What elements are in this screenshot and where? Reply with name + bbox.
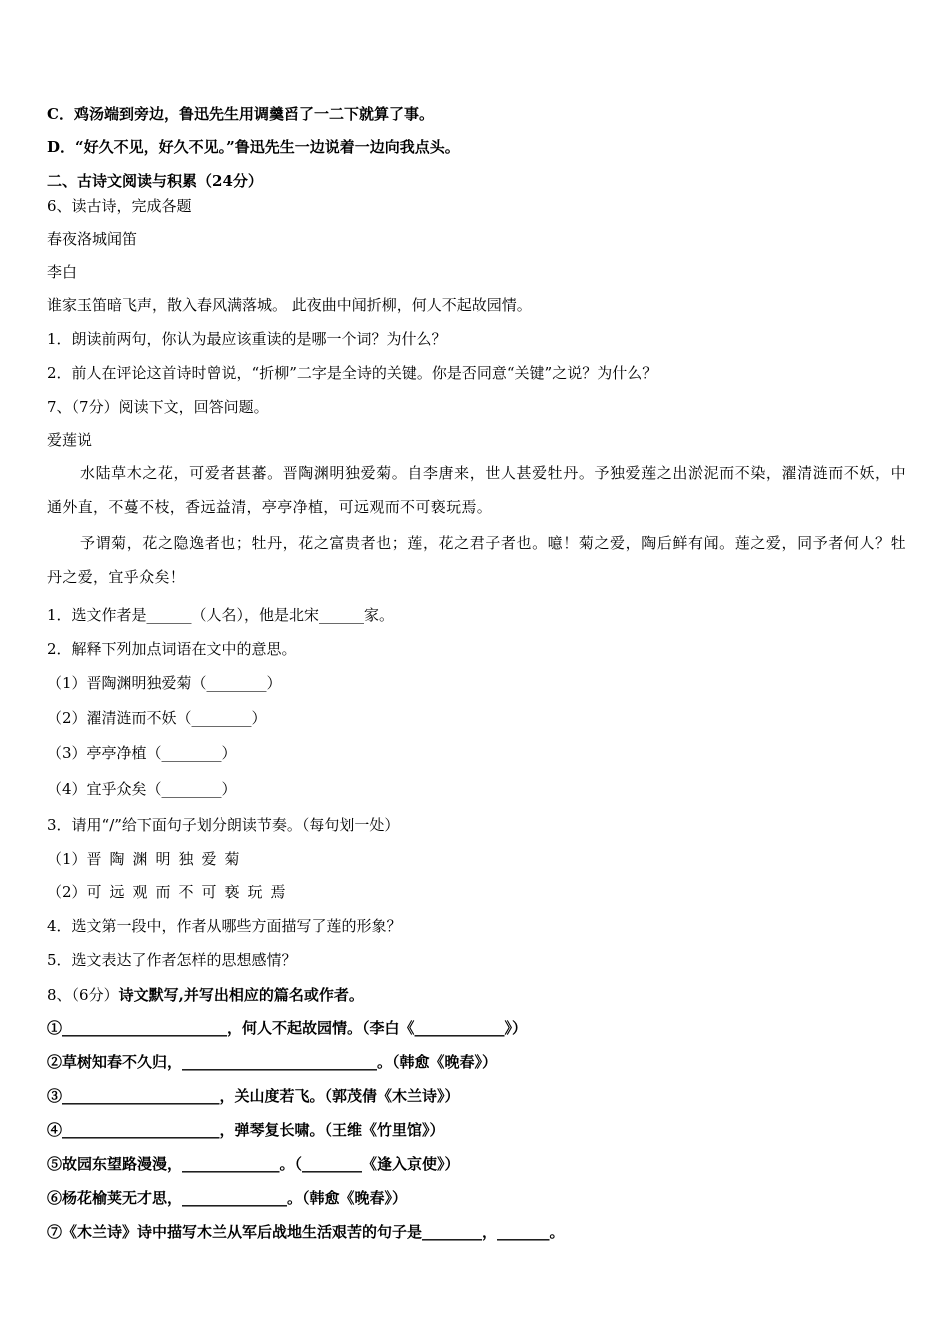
poem-author: 李白 bbox=[47, 263, 78, 281]
question-7-1: 1．选文作者是______（人名），他是北宋______家。 bbox=[47, 606, 395, 624]
question-7-3-1-label: （1） bbox=[47, 850, 87, 868]
question-7-5: 5．选文表达了作者怎样的思想感情？ bbox=[47, 951, 297, 969]
option-c: C．鸡汤端到旁边，鲁迅先生用调羹舀了一二下就算了事。 bbox=[47, 105, 434, 123]
section-heading: 二、古诗文阅读与积累（24分） bbox=[47, 172, 263, 190]
question-8-prefix: 8、（6分） bbox=[47, 986, 119, 1004]
recite-item-6: ⑥杨花榆荚无才思，______________。（韩愈《晚春》） bbox=[47, 1189, 408, 1207]
question-7-2-4: （4）宜乎众矣（________） bbox=[47, 780, 237, 798]
essay-paragraph-1: 水陆草木之花，可爱者甚蕃。晋陶渊明独爱菊。自李唐来，世人甚爱牡丹。予独爱莲之出淤泥而不染，濯清涟而不妖，中通外直，不蔓不枝，香远益清，亭亭净植，可远观而不可亵玩焉。 bbox=[47, 464, 906, 516]
question-7-4: 4．选文第一段中，作者从哪些方面描写了莲的形象？ bbox=[47, 917, 402, 935]
poem-text: 谁家玉笛暗飞声，散入春风满落城。 此夜曲中闻折柳，何人不起故园情。 bbox=[47, 296, 532, 314]
recite-item-5: ⑤故园东望路漫漫，_____________。（________《逢入京使》） bbox=[47, 1155, 460, 1173]
essay-title: 爱莲说 bbox=[47, 431, 93, 449]
question-7-3: 3．请用“/”给下面句子划分朗读节奏。（每句划一处） bbox=[47, 816, 400, 834]
recite-item-1: ①______________________，何人不起故园情。（李白《____________》） bbox=[47, 1019, 528, 1037]
question-7-2-3: （3）亭亭净植（________） bbox=[47, 744, 237, 762]
option-d: D．“好久不见，好久不见。”鲁迅先生一边说着一边向我点头。 bbox=[47, 138, 460, 156]
question-8-instruction: 诗文默写,并写出相应的篇名或作者。 bbox=[118, 986, 364, 1004]
question-7-2: 2．解释下列加点词语在文中的意思。 bbox=[47, 640, 297, 658]
recite-item-7: ⑦《木兰诗》诗中描写木兰从军后战地生活艰苦的句子是________，_______。 bbox=[47, 1223, 565, 1241]
question-7-3-2-label: （2） bbox=[47, 883, 87, 901]
question-6: 6、读古诗，完成各题 bbox=[47, 197, 192, 215]
question-7-2-2: （2）濯清涟而不妖（________） bbox=[47, 709, 267, 727]
question-7: 7、（7分）阅读下文，回答问题。 bbox=[47, 398, 269, 416]
question-7-3-1 bbox=[47, 849, 906, 869]
recite-item-2: ②草树知春不久归，__________________________。（韩愈《晚春》） bbox=[47, 1053, 498, 1071]
recite-item-4: ④_____________________，弹琴复长啸。（王维《竹里馆》） bbox=[47, 1121, 445, 1139]
question-7-3-2 bbox=[47, 882, 906, 902]
question-7-3-2-text: 可远观而不可亵玩焉 bbox=[86, 883, 294, 901]
recite-item-3: ③_____________________，关山度若飞。（郭茂倩《木兰诗》） bbox=[47, 1087, 460, 1105]
essay-paragraph-2: 予谓菊，花之隐逸者也；牡丹，花之富贵者也；莲，花之君子者也。噫！菊之爱，陶后鲜有闻。莲之爱，同予者何人？牡丹之爱，宜乎众矣！ bbox=[47, 534, 906, 586]
question-8 bbox=[47, 985, 906, 1005]
question-6-1: 1．朗读前两句，你认为最应该重读的是哪一个词？为什么？ bbox=[47, 330, 447, 348]
poem-title: 春夜洛城闻笛 bbox=[47, 230, 138, 248]
question-7-2-1: （1）晋陶渊明独爱菊（________） bbox=[47, 674, 282, 692]
question-6-2: 2．前人在评论这首诗时曾说，“折柳”二字是全诗的关键。你是否同意“关键”之说？为什么？ bbox=[47, 364, 658, 382]
question-7-3-1-text: 晋陶渊明独爱菊 bbox=[86, 850, 248, 868]
